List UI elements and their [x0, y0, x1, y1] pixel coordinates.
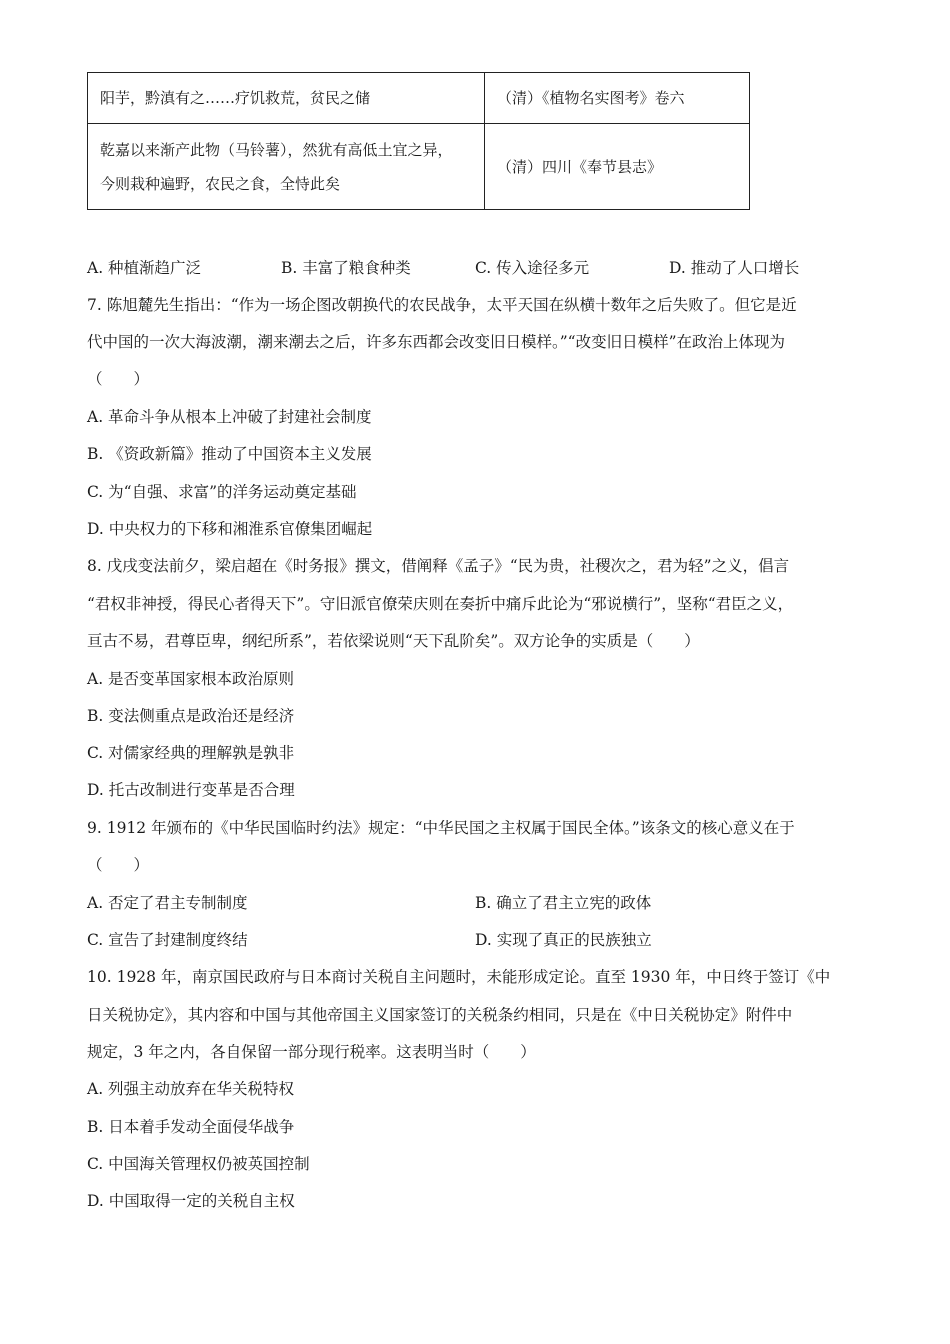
table-row — [88, 124, 750, 210]
q8-stem-line: 8. 戊戌变法前夕，梁启超在《时务报》撰文，借阐释《孟子》“民为贵，社稷次之，君为轻”之义，倡言 — [87, 557, 790, 575]
q8-option-c[interactable]: C. 对儒家经典的理解孰是孰非 — [87, 744, 295, 762]
q8-stem-line: 亘古不易，君尊臣卑，纲纪所系”，若依梁说则“天下乱阶矣”。双方论争的实质是（ ） — [87, 632, 700, 650]
table-row — [88, 73, 750, 124]
q10-option-a[interactable]: A. 列强主动放弃在华关税特权 — [87, 1080, 295, 1098]
q7-option-b[interactable]: B. 《资政新篇》推动了中国资本主义发展 — [87, 445, 372, 463]
q10-option-b[interactable]: B. 日本着手发动全面侵华战争 — [87, 1118, 295, 1136]
q9-option-b[interactable]: B. 确立了君主立宪的政体 — [475, 894, 652, 912]
q8-option-b[interactable]: B. 变法侧重点是政治还是经济 — [87, 707, 295, 725]
q7-option-c[interactable]: C. 为“自强、求富”的洋务运动奠定基础 — [87, 483, 357, 501]
table-cell-source: （清）《植物名实图考》卷六 — [485, 73, 750, 124]
q9-option-d[interactable]: D. 实现了真正的民族独立 — [475, 931, 652, 949]
q10-stem-line: 10. 1928 年，南京国民政府与日本商讨关税自主问题时，未能形成定论。直至 1930 年，中日终于签订《中 — [87, 968, 831, 986]
q10-option-c[interactable]: C. 中国海关管理权仍被英国控制 — [87, 1155, 310, 1173]
q6-option-d[interactable]: D. 推动了人口增长 — [669, 259, 800, 277]
table-cell-source: （清）四川《奉节县志》 — [485, 124, 750, 210]
q9-option-a[interactable]: A. 否定了君主专制制度 — [87, 894, 248, 912]
table-cell-line: 今则栽种遍野，农民之食，全恃此矣 — [100, 174, 341, 193]
q8-option-a[interactable]: A. 是否变革国家根本政治原则 — [87, 670, 295, 688]
q8-stem-line: “君权非神授，得民心者得天下”。守旧派官僚荣庆则在奏折中痛斥此论为“邪说横行”，坚称“君臣之义， — [87, 595, 794, 613]
q10-stem-line: 日关税协定》，其内容和中国与其他帝国主义国家签订的关税条约相同，只是在《中日关税协定》附件中 — [87, 1006, 793, 1024]
q6-option-b[interactable]: B. 丰富了粮食种类 — [281, 259, 411, 277]
q7-stem-line: 7. 陈旭麓先生指出：“作为一场企图改朝换代的农民战争，太平天国在纵横十数年之后失败了。但它是近 — [87, 296, 797, 314]
q9-stem-line: 9. 1912 年颁布的《中华民国临时约法》规定：“中华民国之主权属于国民全体。”该条文的核心意义在于 — [87, 819, 795, 837]
q8-option-d[interactable]: D. 托古改制进行变革是否合理 — [87, 781, 295, 799]
q10-stem-line: 规定，3 年之内，各自保留一部分现行税率。这表明当时（ ） — [87, 1043, 536, 1061]
table-cell-text: 阳芋，黔滇有之……疗饥救荒，贫民之储 — [88, 73, 485, 124]
q7-stem-line: 代中国的一次大海波潮，潮来潮去之后，许多东西都会改变旧日模样。”“改变旧日模样”在政治上体现为 — [87, 333, 786, 351]
q7-option-d[interactable]: D. 中央权力的下移和湘淮系官僚集团崛起 — [87, 520, 373, 538]
table-cell-line: 乾嘉以来渐产此物（马铃薯），然犹有高低土宜之异， — [100, 140, 453, 159]
source-table — [87, 72, 750, 210]
q7-answer-blank: （ ） — [87, 370, 150, 388]
q6-option-c[interactable]: C. 传入途径多元 — [475, 259, 590, 277]
table-cell-text — [88, 124, 485, 210]
q6-option-a[interactable]: A. 种植渐趋广泛 — [87, 259, 202, 277]
q9-option-c[interactable]: C. 宣告了封建制度终结 — [87, 931, 248, 949]
q7-option-a[interactable]: A. 革命斗争从根本上冲破了封建社会制度 — [87, 408, 372, 426]
q9-answer-blank: （ ） — [87, 856, 150, 874]
q10-option-d[interactable]: D. 中国取得一定的关税自主权 — [87, 1192, 295, 1210]
